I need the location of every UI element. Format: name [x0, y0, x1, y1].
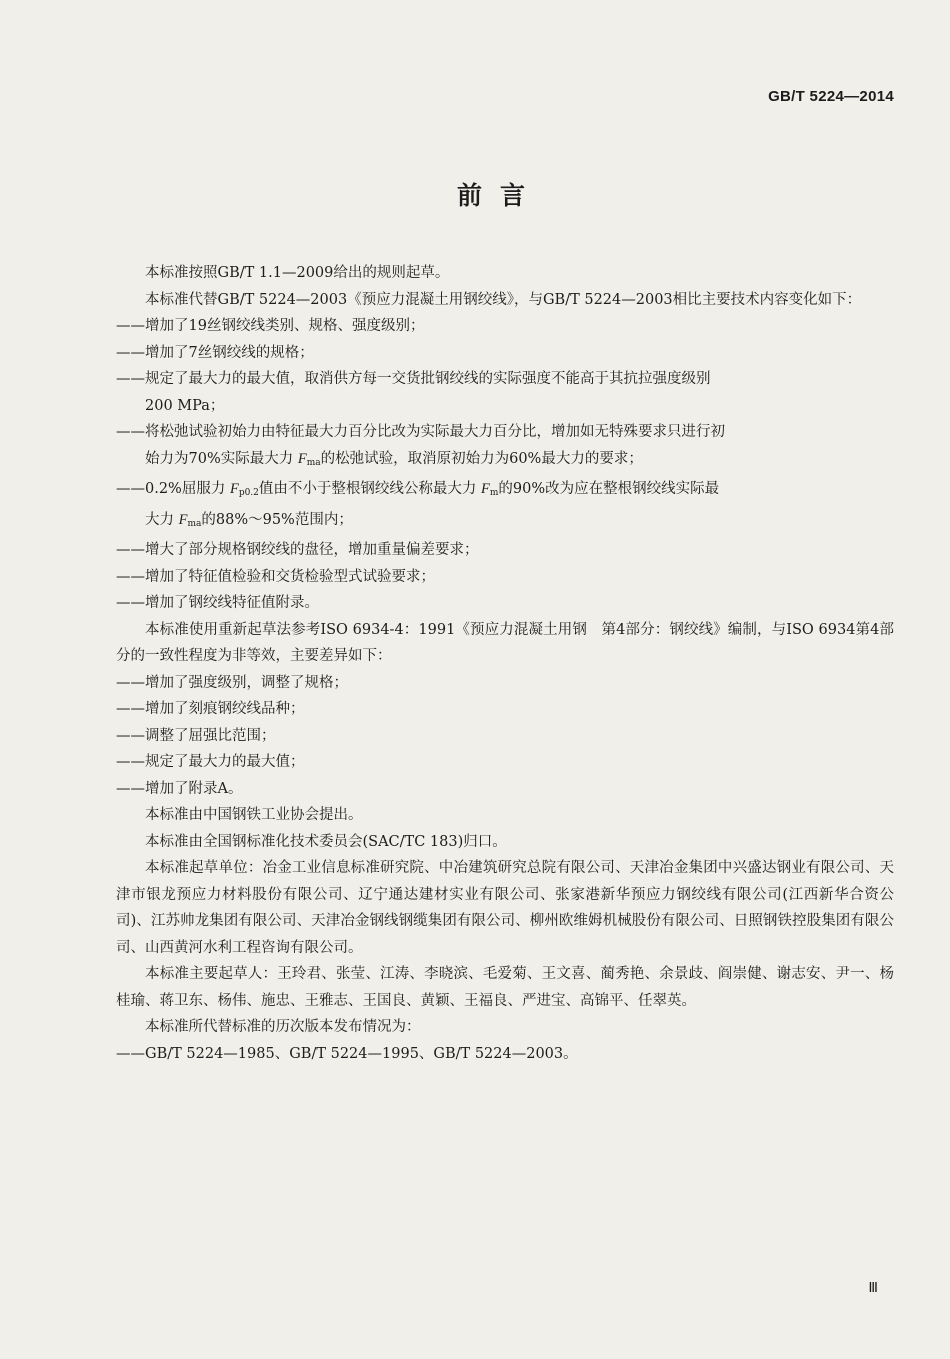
- page-number: Ⅲ: [868, 1281, 878, 1296]
- change-item-3: ——规定了最大力的最大值，取消供方每一交货批钢绞线的实际强度不能高于其抗拉强度级别 200 MPa；: [116, 371, 711, 414]
- change-item-2: ——增加了7丝钢绞线的规格；: [116, 344, 314, 361]
- difference-item-1: ——增加了强度级别，调整了规格；: [116, 674, 348, 691]
- paragraph-history-intro: 本标准所代替标准的历次版本发布情况为：: [145, 1019, 421, 1035]
- paragraph-drafting-rules: 本标准按照GB/T 1.1—2009给出的规则起草。: [145, 265, 450, 281]
- paragraph-administrator: 本标准由全国钢标准化技术委员会(SAC/TC 183)归口。: [145, 833, 507, 850]
- change-item-8: ——增加了钢绞线特征值附录。: [116, 595, 319, 611]
- history-item: ——GB/T 5224—1985、GB/T 5224—1995、GB/T 5224—2003。: [116, 1045, 578, 1062]
- change-item-4: ——将松弛试验初始力由特征最大力百分比改为实际最大力百分比，增加如无特殊要求只进行初 始力为70%实际最大力 $F_{ma}$的松弛试验，取消原初始力为60%最大力的要求；: [116, 424, 725, 468]
- paragraph-replacement: 本标准代替GB/T 5224—2003《预应力混凝土用钢绞线》，与GB/T 5224—2003相比主要技术内容变化如下：: [145, 291, 862, 308]
- page-title: 前言: [456, 181, 543, 210]
- standard-number: GB/T 5224—2014: [768, 88, 894, 105]
- difference-item-2: ——增加了刻痕钢绞线品种；: [116, 701, 305, 717]
- change-item-5: ——0.2%屈服力 $F_{p0.2}$值由不小于整根钢绞线公称最大力 $F_m$的90%改为应在整根钢绞线实际最 大力 $F_{ma}$的88%～95%范围内；: [116, 481, 720, 529]
- difference-item-4: ——规定了最大力的最大值；: [116, 754, 305, 770]
- difference-item-5: ——增加了附录A。: [116, 780, 243, 797]
- change-item-7: ——增加了特征值检验和交货检验型式试验要求；: [116, 568, 435, 585]
- paragraph-iso-reference: 本标准使用重新起草法参考ISO 6934-4：1991《预应力混凝土用钢 第4部分：钢绞线》编制，与ISO 6934第4部分的一致性程度为非等效，主要差异如下：: [116, 621, 894, 664]
- paragraph-drafters: 本标准主要起草人：王玲君、张莹、江涛、李晓滨、毛爱菊、王文喜、蔺秀艳、余景歧、阎崇健、谢志安、尹一、杨桂瑜、蒋卫东、杨伟、施忠、王雅志、王国良、黄颖、王福良、严进宝、高锦平、任翠英。: [116, 966, 894, 1009]
- foreword-body: [116, 260, 894, 1067]
- change-item-1: ——增加了19丝钢绞线类别、规格、强度级别；: [116, 318, 425, 334]
- difference-item-3: ——调整了屈强比范围；: [116, 727, 276, 744]
- paragraph-proposer: 本标准由中国钢铁工业协会提出。: [145, 807, 363, 823]
- paragraph-drafting-units: 本标准起草单位：冶金工业信息标准研究院、中冶建筑研究总院有限公司、天津冶金集团中兴盛达钢业有限公司、天津市银龙预应力材料股份有限公司、辽宁通达建材实业有限公司、张家港新华预应力钢绞线有限公司(江西新华合资公司)、江苏帅龙集团有限公司、天津冶金钢线钢缆集团有限公司、柳州欧维姆机械股份有限公司、日照钢铁控股集团有限公司、山西黄河水利工程咨询有限公司。: [116, 860, 894, 956]
- change-item-6: ——增大了部分规格钢绞线的盘径，增加重量偏差要求；: [116, 542, 479, 558]
